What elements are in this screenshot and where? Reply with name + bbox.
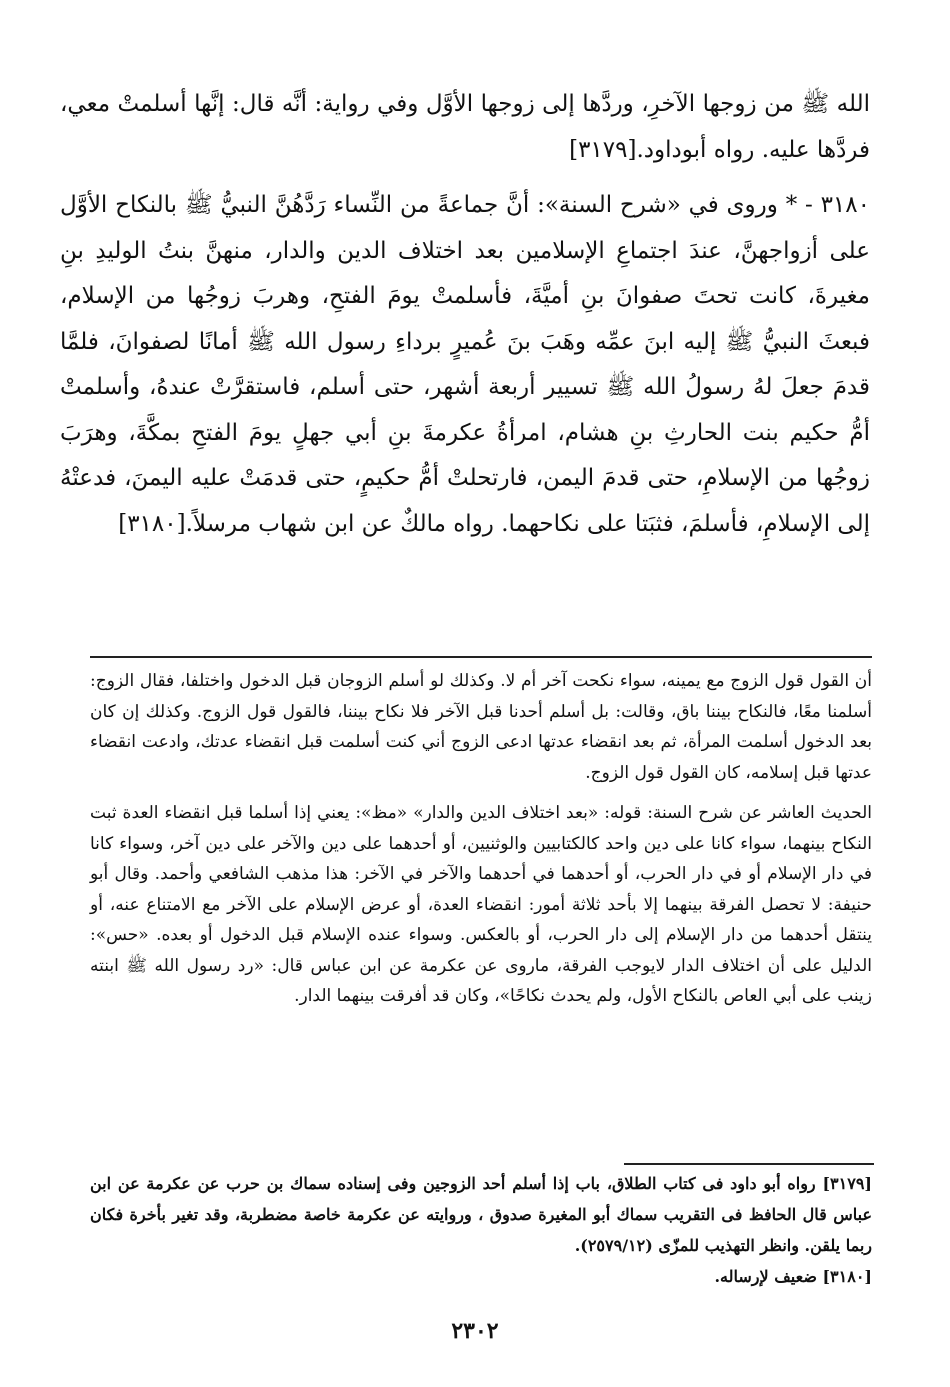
footnotes-section (90, 1168, 872, 1292)
footnote-3180: [٣١٨٠] ضعيف لإرساله. (714, 1267, 872, 1286)
commentary-section (90, 666, 872, 1012)
main-text-divider (90, 656, 872, 658)
commentary-paragraph: أن القول قول الزوج مع يمينه، سواء نكحت آخر أم لا. وكذلك لو أسلم الزوجان قبل الدخول واختلفا، فقال الزوج: أسلمنا معًا، فالنكاح بيننا باق، وقالت: بل أسلم أحدنا قبل الآخر فلا نكاح بيننا، فالقول قول الزوج. وكذلك إن كان بعد الدخول أسلمت المرأة، ثم بعد انقضاء عدتها ادعى الزوج أني كنت أسلمت قبل انقضاء عدتك، وادعت انقضاء عدتها قبل إسلامه، كان القول قول الزوج. (90, 671, 873, 783)
main-text (60, 82, 870, 547)
page-number: ٢٣٠٢ (451, 1318, 499, 1344)
main-paragraph-continuation: الله ﷺ من زوجها الآخرِ، وردَّها إلى زوجها الأوَّل وفي رواية: أنَّه قال: إنَّها أسلمتْ معي، فردَّها عليه. رواه أبوداود.[٣١٧٩] (60, 91, 870, 163)
main-paragraph-hadith-3180: ٣١٨٠ - * وروى في «شرح السنة»: أنَّ جماعةً من النِّساء رَدَّهُنَّ النبيُّ ﷺ بالنكاح الأوَّل على أزواجهنَّ، عندَ اجتماعِ الإسلامين بعد اختلاف الدين والدار، منهنَّ بنتُ الوليدِ بنِ مغيرةَ، كانت تحتَ صفوانَ بنِ أميَّةَ، فأسلمتْ يومَ الفتحِ، وهربَ زوجُها من الإسلام، فبعثَ النبيُّ ﷺ إليه ابنَ عمِّه وهَبَ بنَ عُميرٍ برداءِ رسول الله ﷺ أمانًا لصفوانَ، فلمَّا قدمَ جعلَ لهُ رسولُ الله ﷺ تسيير أربعة أشهر، حتى أسلم، فاستقرَّتْ عندهُ، وأسلمتْ أمُّ حكيم بنت الحارثِ بنِ هشام، امرأةُ عكرمةَ بنِ أبي جهلٍ يومَ الفتحِ بمكَّةَ، وهرَبَ زوجُها من الإسلامِ، حتى قدمَ اليمن، فارتحلتْ أمُّ حكيمٍ، حتى قدمَتْ عليه اليمنَ، فدعتْهُ إلى الإسلامِ، فأسلمَ، فثبَتا على نكاحهما. رواه مالكٌ عن ابن شهاب مرسلاً.[٣١٨٠] (60, 192, 870, 537)
footnote-divider (624, 1163, 874, 1165)
footnote-3179: [٣١٧٩] رواه أبو داود فى كتاب الطلاق، باب إذا أسلم أحد الزوجين وفى إسناده سماك بن حرب عن عكرمة عن ابن عباس قال الحافظ فى التقريب سماك أبو المغيرة صدوق ، وروايته عن عكرمة خاصة مضطربة، وقد تغير بأخرة فكان ربما يلقن. وانظر التهذيب للمزّى (٢٥٧٩/١٢). (90, 1174, 872, 1255)
commentary-paragraph: الحديث العاشر عن شرح السنة: قوله: «بعد اختلاف الدين والدار» «مظ»: يعني إذا أسلما قبل انقضاء العدة ثبت النكاح بينهما، سواء كانا على دين واحد كالكتابيين والوثنيين، أو أحدهما على دين والآخر على دين آخر، وسواء كانا في دار الإسلام أو في دار الحرب، أو أحدهما في أحدهما والآخر في الآخر: هذا مذهب الشافعي وأحمد. وقال أبو حنيفة: لا تحصل الفرقة بينهما إلا بأحد ثلاثة أمور: انقضاء العدة، أو عرض الإسلام على الآخر مع الامتناع عنه، أو ينتقل أحدهما من دار الإسلام إلى دار الحرب، أو بالعكس. وسواء عنده الإسلام قبل الدخول أو بعده. «حس»: الدليل على أن اختلاف الدار لايوجب الفرقة، ماروى عن عكرمة عن ابن عباس قال: «رد رسول الله ﷺ ابنته زينب على أبي العاص بالنكاح الأول، ولم يحدث نكاحًا»، وكان قد أفرقت بينهما الدار. (90, 803, 872, 1006)
